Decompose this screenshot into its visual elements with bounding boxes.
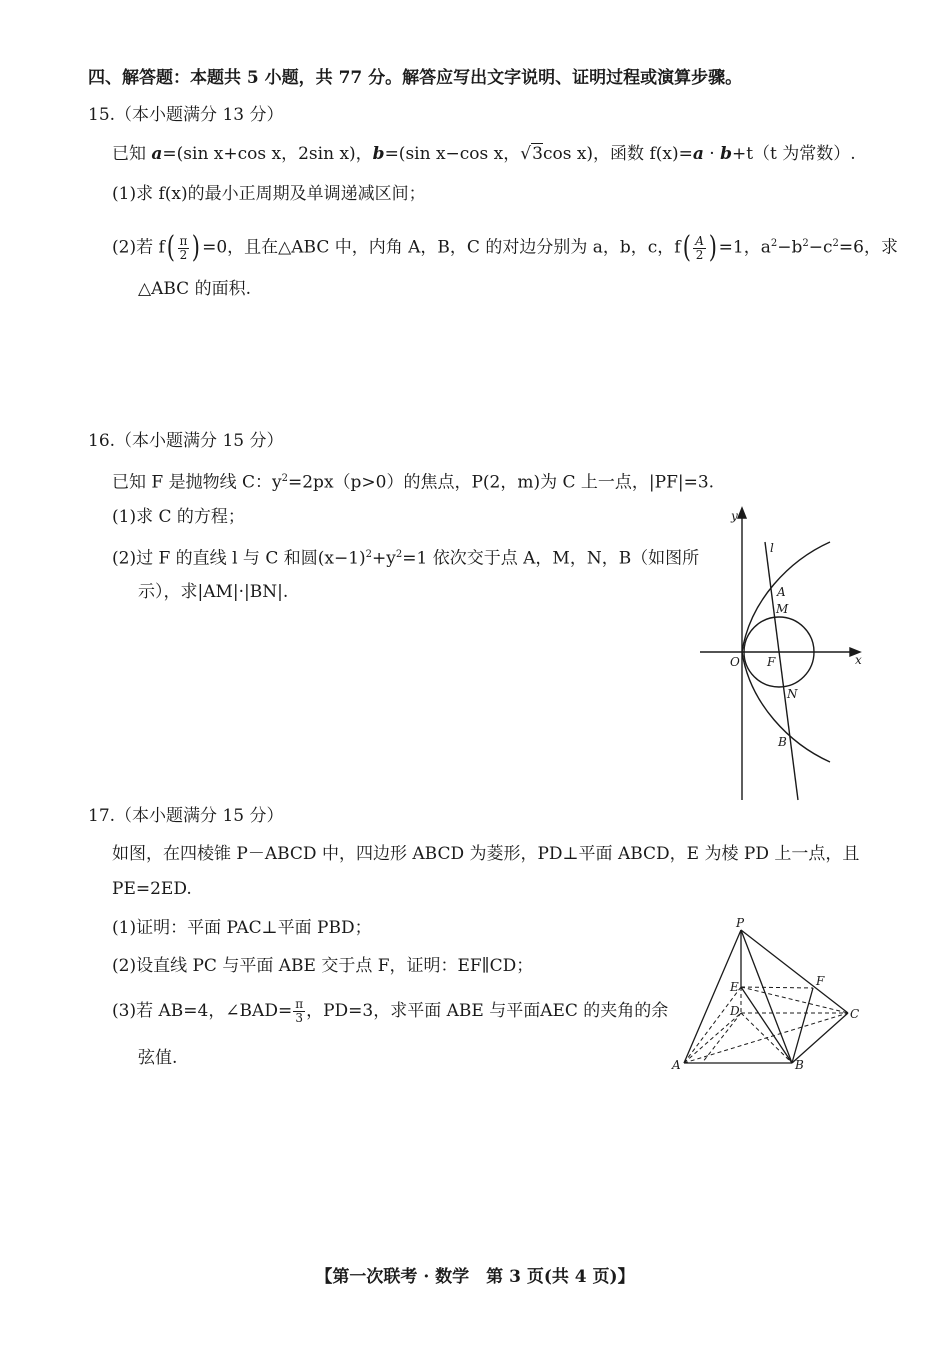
q15-part2-text-5: −c [808, 237, 833, 258]
edge-pa [684, 930, 741, 1063]
q17-part3-text-1: (3)若 AB=4，∠BAD= [112, 1001, 293, 1021]
vector-a-expr: =(sin x+cos x，2sin x)， [162, 144, 373, 164]
q16-part1: (1)求 C 的方程； [112, 507, 245, 527]
dashed-ef [741, 987, 813, 988]
q15-stem-suffix: +t（t 为常数）. [731, 144, 856, 164]
right-paren: ) [708, 230, 717, 266]
dashed-ad [684, 1013, 741, 1063]
label-y: y [731, 509, 738, 523]
label-b: B [795, 1058, 804, 1072]
q16-title: 16.（本小题满分 15 分） [88, 431, 284, 451]
fraction-denominator: 3 [295, 1011, 303, 1025]
left-paren: ( [682, 230, 691, 266]
q17-part2: (2)设直线 PC 与平面 ABE 交于点 F，证明：EF∥CD； [112, 956, 534, 976]
dot-a: a [692, 144, 704, 164]
edge-eb [741, 987, 792, 1063]
label-n: N [787, 687, 798, 701]
sqrt-radicand: 3 [532, 144, 543, 164]
dot-symbol: · [703, 144, 721, 164]
fraction-numerator: π [295, 997, 304, 1011]
page-footer: 【第一次联考 · 数学 第 3 页(共 4 页)】 [315, 1267, 635, 1287]
q15-part2 [112, 229, 898, 266]
fraction-pi-over-3 [293, 998, 305, 1025]
fraction-numerator: π [179, 233, 188, 248]
pyramid-figure [668, 915, 868, 1075]
q16-stem [112, 468, 714, 494]
y-axis-arrow [738, 508, 746, 518]
dashed-da [702, 1013, 741, 1063]
q16-stem-text-2: =2px（p>0）的焦点，P(2，m)为 C 上一点，|PF|=3. [288, 472, 715, 493]
vector-b: b [372, 144, 385, 164]
label-m: M [776, 602, 789, 616]
q17-part3-line2: 弦值. [138, 1048, 178, 1068]
q15-part2-text-3: =1，a [718, 237, 771, 258]
q17-part1: (1)证明：平面 PAC⊥平面 PBD； [112, 918, 372, 938]
dot-b: b [720, 144, 732, 164]
vector-b-expr-2: cos x)，函数 f(x)= [542, 144, 693, 164]
q16-part2-text-3: =1 依次交于点 A，M，N，B（如图所 [402, 548, 700, 569]
fraction-denominator: 2 [179, 247, 188, 262]
label-c: C [850, 1007, 860, 1021]
edge-fb [792, 988, 813, 1063]
q15-stem [112, 143, 856, 165]
right-paren: ) [192, 230, 201, 266]
superscript: 2 [770, 238, 778, 249]
label-d: D [730, 1004, 740, 1018]
label-a: A [777, 585, 786, 599]
parabola-figure [695, 500, 875, 805]
q15-part2-line2: △ABC 的面积. [138, 279, 251, 299]
superscript: 2 [281, 473, 288, 484]
edge-bc [792, 1013, 848, 1063]
superscript: 2 [802, 238, 809, 249]
q17-stem-line2: PE=2ED. [112, 879, 192, 899]
fraction-a-over-2 [693, 235, 706, 262]
q17-part3 [112, 996, 668, 1026]
q15-title: 15.（本小题满分 13 分） [88, 105, 284, 125]
label-e: E [730, 980, 739, 994]
fraction-pi-over-2 [178, 235, 190, 262]
label-b: B [778, 735, 787, 749]
q16-stem-text-1: 已知 F 是抛物线 C：y [112, 472, 282, 493]
q15-stem-prefix: 已知 [112, 144, 152, 164]
label-f: F [767, 655, 776, 669]
section-heading: 四、解答题：本题共 5 小题，共 77 分。解答应写出文字说明、证明过程或演算步骤。 [88, 68, 743, 88]
fraction-numerator: A [695, 233, 704, 248]
superscript: 2 [395, 549, 403, 560]
label-l: l [770, 541, 774, 555]
q15-part2-text-4: −b [777, 237, 803, 258]
label-x: x [855, 653, 862, 667]
label-a: A [672, 1058, 681, 1072]
q16-part2-line2: 示），求|AM|·|BN|. [138, 582, 289, 602]
q17-title: 17.（本小题满分 15 分） [88, 806, 284, 826]
label-o: O [730, 655, 740, 669]
superscript: 2 [365, 549, 373, 560]
q16-part2 [112, 544, 699, 570]
q15-part2-text-2: =0，且在△ABC 中，内角 A，B，C 的对边分别为 a，b，c，f [202, 237, 681, 258]
dashed-ac [684, 1013, 848, 1063]
dashed-ea [684, 987, 741, 1063]
label-f: F [816, 974, 825, 988]
vector-a: a [151, 144, 163, 164]
left-paren: ( [166, 230, 175, 266]
label-p: P [736, 916, 745, 930]
sqrt-sign: √ [520, 144, 532, 164]
q15-part2-text-6: =6，求 [838, 237, 898, 258]
q15-part2-text-1: (2)若 f [112, 237, 165, 258]
fraction-denominator: 2 [695, 247, 704, 262]
q17-stem-line1: 如图，在四棱锥 P－ABCD 中，四边形 ABCD 为菱形，PD⊥平面 ABCD，E 为棱 PD 上一点，且 [112, 844, 860, 864]
q16-part2-text-1: (2)过 F 的直线 l 与 C 和圆(x−1) [112, 548, 366, 569]
superscript: 2 [832, 238, 839, 249]
vector-b-expr-1: =(sin x−cos x， [384, 144, 521, 164]
line-l [765, 542, 798, 800]
q16-part2-text-2: +y [372, 548, 396, 569]
q17-part3-text-2: ，PD=3，求平面 ABE 与平面AEC 的夹角的余 [306, 1001, 669, 1021]
q15-part1: (1)求 f(x)的最小正周期及单调递减区间； [112, 184, 426, 204]
